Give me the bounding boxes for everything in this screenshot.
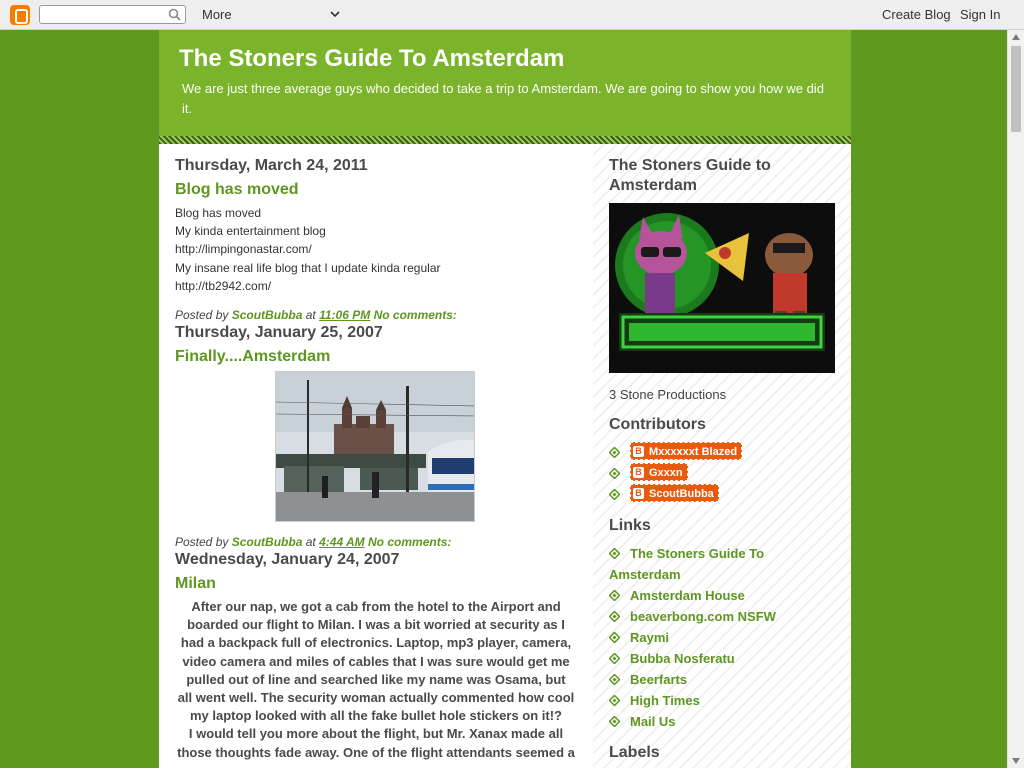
- post-footer: [175, 308, 457, 322]
- sidebar-link[interactable]: Raymi: [630, 630, 670, 645]
- profile-logo-image[interactable]: [609, 203, 835, 373]
- date-header: Thursday, January 25, 2007: [175, 324, 383, 341]
- diamond-bullet-icon: [609, 695, 620, 706]
- amsterdam-logo-art: [609, 203, 835, 373]
- timestamp-link[interactable]: 11:06 PM: [319, 308, 371, 322]
- navbar-search-input[interactable]: [39, 5, 186, 24]
- date-header: Thursday, March 24, 2011: [175, 157, 368, 174]
- date-header: Wednesday, January 24, 2007: [175, 551, 400, 568]
- comments-link[interactable]: No comments:: [373, 308, 457, 322]
- author-link[interactable]: ScoutBubba: [231, 308, 303, 322]
- post-body-line: Blog has moved: [175, 206, 262, 220]
- post-body-line: My kinda entertainment blog: [175, 224, 326, 238]
- post-body-line: those thoughts fade away. One of the flight attendants seemed a: [177, 744, 575, 760]
- labels-heading: Labels: [609, 744, 660, 761]
- post-body-line: all went well. The security woman actually commented how cool: [177, 690, 575, 706]
- posted-by-label: Posted by: [175, 535, 229, 549]
- diamond-bullet-icon: [609, 653, 620, 664]
- diamond-bullet-icon: [609, 674, 620, 685]
- search-icon[interactable]: [168, 8, 181, 21]
- scroll-up-arrow-icon[interactable]: [1012, 34, 1020, 40]
- post-footer: [175, 535, 451, 549]
- photo-scene: [276, 372, 475, 522]
- post-body-line: After our nap, we got a cab from the hotel to the Airport and: [191, 599, 561, 614]
- header-divider: [159, 136, 851, 144]
- post-body-line: my laptop looked with all the fake bullet hole stickers on it!?: [189, 708, 562, 724]
- post-body-line: http://tb2942.com/: [175, 279, 272, 293]
- post-title[interactable]: Milan: [175, 575, 216, 592]
- diamond-bullet-icon: [609, 632, 620, 643]
- sidebar-link[interactable]: The Stoners Guide To: [630, 546, 765, 561]
- at-label: at: [305, 308, 316, 322]
- contributors-heading: Contributors: [609, 416, 706, 433]
- post-body-line: pulled out of line and searched like my name was Osama, but: [186, 671, 566, 687]
- diamond-bullet-icon: [609, 590, 620, 601]
- sidebar-link[interactable]: Amsterdam House: [630, 588, 745, 603]
- more-dropdown[interactable]: More: [202, 7, 232, 22]
- sidebar-link[interactable]: High Times: [630, 693, 700, 708]
- post-body: [175, 598, 577, 762]
- chevron-down-icon[interactable]: [330, 9, 340, 19]
- author-link[interactable]: ScoutBubba: [231, 535, 303, 549]
- contributor-link[interactable]: B Mxxxxxxt Blazed: [630, 442, 742, 460]
- blog-description: We are just three average guys who decided to take a trip to Amsterdam. We are going to show you how we did it.: [182, 81, 824, 116]
- amsterdam-station-photo[interactable]: [275, 371, 475, 522]
- diamond-bullet-icon: [609, 468, 620, 479]
- blog-container: [159, 30, 851, 768]
- scroll-thumb[interactable]: [1011, 46, 1021, 132]
- blog-title[interactable]: The Stoners Guide To Amsterdam: [179, 45, 565, 72]
- post-body-line: I would tell you more about the flight, but Mr. Xanax made all: [188, 726, 564, 742]
- post-body-line: had a backpack full of electronics. Laptop, mp3 player, camera,: [180, 635, 572, 651]
- diamond-bullet-icon: [609, 611, 620, 622]
- blog-header: [159, 30, 851, 136]
- diamond-bullet-icon: [609, 489, 620, 500]
- profile-heading: The Stoners Guide to Amsterdam: [609, 157, 771, 194]
- blogger-navbar: [0, 0, 1024, 30]
- sign-in-link[interactable]: Sign In: [960, 7, 1001, 22]
- sidebar-link[interactable]: Amsterdam: [609, 567, 681, 582]
- at-label: at: [305, 535, 316, 549]
- posted-by-label: Posted by: [175, 308, 229, 322]
- contributor-link[interactable]: B ScoutBubba: [630, 484, 719, 502]
- timestamp-link[interactable]: 4:44 AM: [319, 535, 365, 549]
- diamond-bullet-icon: [609, 447, 620, 458]
- links-heading: Links: [609, 517, 651, 534]
- sidebar-link[interactable]: beaverbong.com NSFW: [630, 609, 776, 624]
- sidebar-link[interactable]: Mail Us: [630, 714, 676, 729]
- post-body-line: video camera and miles of cables that I was sure would get me: [182, 653, 570, 669]
- post-body-line: My insane real life blog that I update kinda regular: [175, 261, 441, 275]
- post-title[interactable]: Blog has moved: [175, 181, 299, 198]
- blogger-logo-icon[interactable]: [10, 5, 30, 25]
- comments-link[interactable]: No comments:: [368, 535, 452, 549]
- diamond-bullet-icon: [609, 548, 620, 559]
- page-scrollbar[interactable]: [1007, 30, 1024, 768]
- scroll-down-arrow-icon[interactable]: [1012, 758, 1020, 764]
- sidebar-link[interactable]: Beerfarts: [630, 672, 688, 687]
- profile-caption: 3 Stone Productions: [609, 387, 727, 402]
- create-blog-link[interactable]: Create Blog: [882, 7, 951, 22]
- post-body-line: boarded our flight to Milan. I was a bit worried at security as I: [187, 617, 565, 633]
- sidebar-link[interactable]: Bubba Nosferatu: [630, 651, 735, 666]
- diamond-bullet-icon: [609, 716, 620, 727]
- post-body-line: http://limpingonastar.com/: [175, 242, 312, 256]
- post-title[interactable]: Finally....Amsterdam: [175, 348, 331, 365]
- sidebar: [593, 144, 851, 768]
- contributor-link[interactable]: B Gxxxn: [630, 463, 688, 481]
